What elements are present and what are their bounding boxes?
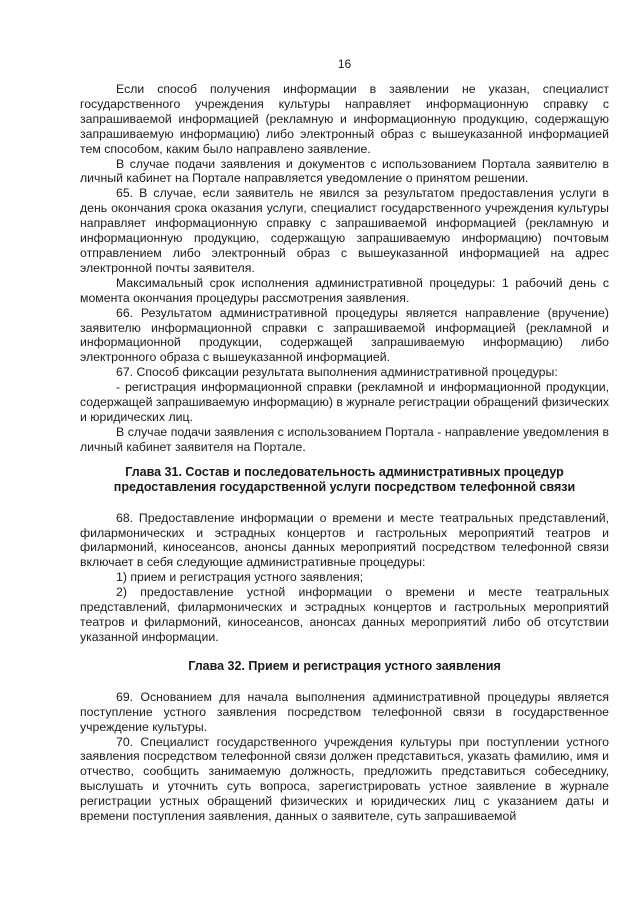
paragraph: 67. Способ фиксации результата выполнения административной процедуры: [116,365,558,380]
paragraph: Максимальный срок исполнения административной процедуры: 1 рабочий день с момента окончания процедуры рассмотрения заявления. [80,275,609,305]
paragraph: 65. В случае, если заявитель не явился за результатом предоставления услуги в день окончания срока оказания услуги, специалист государственного учреждения культуры направляет информационную справку с запрашиваемой информацией (рекламную и информационную продукцию, содержащую запрашиваемую информацию) почтовым отправлением либо электронный образ с вышеуказанной информацией на адрес электронной почты заявителя. [80,186,609,275]
chapter-heading-32: Глава 32. Прием и регистрация устного заявления [188,658,501,673]
paragraph: В случае подачи заявления с использованием Портала - направление уведомления в личный кабинет заявителя на Портале. [80,424,609,454]
paragraph: 68. Предоставление информации о времени и месте театральных представлений, филармонических и эстрадных концертов и гастрольных мероприятий театров и филармоний, киносеансов, анонсы данных мероприятий посредством телефонной связи включает в себя следующие административные процедуры: [80,510,609,570]
list-item: 1) прием и регистрация устного заявления; [116,570,364,585]
list-item: 2) предоставление устной информации о времени и месте театральных представлений, филармонических и эстрадных концертов и гастрольных мероприятий театров и филармоний, киносеансов, анонсах данных мероприятий либо об отсутствии указанной информации. [80,585,609,644]
paragraph: 69. Основанием для начала выполнения административной процедуры является поступление устного заявления посредством телефонной связи в государственное учреждение культуры. [80,689,609,734]
paragraph: В случае подачи заявления и документов с использованием Портала заявителю в личный кабинет на Портале направляется уведомление о принятом решении. [80,156,609,186]
list-item: - регистрация информационной справки (рекламной и информационной продукции, содержащей запрашиваемую информацию) в журнале регистрации обращений физических и юридических лиц. [80,380,609,424]
paragraph: 70. Специалист государственного учреждения культуры при поступлении устного заявления посредством телефонной связи должен представиться, указать фамилию, имя и отчество, сообщить занимаемую должность, предложить представиться собеседнику, выслушать и уточнить суть вопроса, зарегистрировать устное заявление в журнале регистрации устных обращений физических и юридических лиц с указанием даты и времени поступления заявления, данных о заявителе, суть запрашиваемой [80,734,609,824]
paragraph: Если способ получения информации в заявлении не указан, специалист государственного учреждения культуры направляет информационную справку с запрашиваемой информацией (рекламную и информационную продукцию, содержащую запрашиваемую информацию) либо электронный образ с вышеуказанной информацией тем способом, каким было направлено заявление. [80,82,609,156]
chapter-heading-31: Глава 31. Состав и последовательность административных процедур предоставления государственной услуги посредством телефонной связи [113,464,576,494]
paragraph: 66. Результатом административной процедуры является направление (вручение) заявителю информационной справки с запрашиваемой информацией (рекламной и информационной продукции, содержащей запрашиваемую информацию) либо электронного образа с вышеуказанной информацией. [80,305,609,365]
page-number: 16 [337,57,352,71]
